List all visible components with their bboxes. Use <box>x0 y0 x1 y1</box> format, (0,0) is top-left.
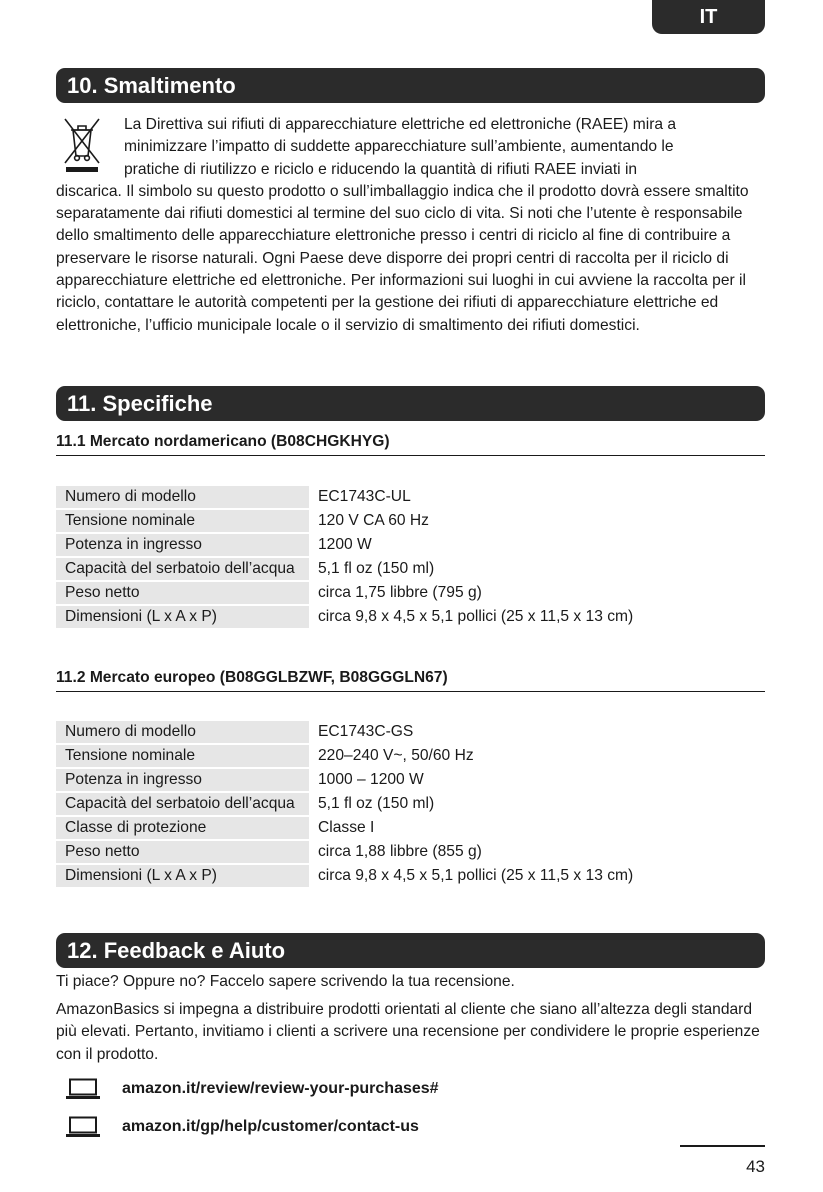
spec-value: 5,1 fl oz (150 ml) <box>318 795 435 812</box>
spec-key: Potenza in ingresso <box>56 769 309 791</box>
spec-key: Dimensioni (L x A x P) <box>56 606 309 628</box>
spec-value: 5,1 fl oz (150 ml) <box>318 560 435 577</box>
language-tab: IT <box>652 0 765 34</box>
feedback-body: AmazonBasics si impegna a distribuire prodotti orientati al cliente che siano all’altezza degli standard più elevati. Pertanto, invitiamo i clienti a scrivere una recensione per condividere le proprie esperienze con il prodotto. <box>56 1001 760 1063</box>
laptop-icon <box>66 1078 100 1100</box>
spec-value: circa 1,75 libbre (795 g) <box>318 584 482 601</box>
table-row <box>56 534 765 556</box>
table-row <box>56 793 765 815</box>
spec-value: EC1743C-GS <box>318 723 414 740</box>
table-row <box>56 582 765 604</box>
review-link-row[interactable] <box>66 1074 439 1104</box>
spec-value: circa 9,8 x 4,5 x 5,1 pollici (25 x 11,5 x 13 cm) <box>318 867 634 884</box>
spec-key: Dimensioni (L x A x P) <box>56 865 309 887</box>
section-10-body <box>56 114 770 337</box>
body-line-2: minimizzare l’impatto di suddette apparecchiature sull’ambiente, aumentando le <box>124 138 674 156</box>
section-10-title: 10. Smaltimento <box>56 68 765 103</box>
spec-key: Numero di modello <box>56 721 309 743</box>
section-12-title: 12. Feedback e Aiuto <box>56 933 765 968</box>
table-row <box>56 721 765 743</box>
table-row <box>56 486 765 508</box>
contact-link-row[interactable] <box>66 1112 439 1142</box>
spec-key: Peso netto <box>56 582 309 604</box>
spec-value: EC1743C-UL <box>318 488 411 505</box>
body-line-3: pratiche di riutilizzo e riciclo e riducendo la quantità di rifiuti RAEE inviati in <box>124 160 638 178</box>
contact-link[interactable]: amazon.it/gp/help/customer/contact-us <box>122 1118 419 1135</box>
body-rest: discarica. Il simbolo su questo prodotto o sull’imballaggio indica che il prodotto dovrà essere smaltito separatamente dai rifiuti domestici al termine del suo ciclo di vita. Si noti che l’utente è responsabile dello smaltimento delle apparecchiature elettroniche presso i centri di riciclo al fine di contribuire a preservare le risorse naturali. Ogni Paese deve disporre dei propri centri di raccolta per il riciclo di apparecchiature elettriche ed elettroniche. Per informazioni sui luoghi in cui avviene la raccolta per il riciclo, contattare le autorità competenti per la gestione dei rifiuti di apparecchiature elettriche ed elettroniche, l’ufficio municipale locale o il servizio di smaltimento dei rifiuti domestici. <box>56 182 749 334</box>
spec-value: 1200 W <box>318 536 372 553</box>
table-row <box>56 558 765 580</box>
spec-key: Classe di protezione <box>56 817 309 839</box>
table-row <box>56 817 765 839</box>
body-line-1: La Direttiva sui rifiuti di apparecchiature elettriche ed elettroniche (RAEE) mira a <box>124 116 677 133</box>
na-spec-table <box>56 484 765 630</box>
spec-value: 1000 – 1200 W <box>318 771 424 788</box>
spec-key: Peso netto <box>56 841 309 863</box>
link-list <box>66 1074 439 1150</box>
section-11-title: 11. Specifiche <box>56 386 765 421</box>
spec-value: 220–240 V~, 50/60 Hz <box>318 747 474 764</box>
table-row <box>56 606 765 628</box>
table-row <box>56 510 765 532</box>
footer-divider <box>680 1145 765 1147</box>
eu-market-heading: 11.2 Mercato europeo (B08GGLBZWF, B08GGGLN67) <box>56 668 765 692</box>
page-number: 43 <box>746 1157 765 1176</box>
table-row <box>56 745 765 767</box>
feedback-intro: Ti piace? Oppure no? Faccelo sapere scrivendo la tua recensione. <box>56 973 515 990</box>
review-link[interactable]: amazon.it/review/review-your-purchases# <box>122 1080 439 1097</box>
table-row <box>56 841 765 863</box>
spec-value: Classe I <box>318 819 375 836</box>
spec-key: Capacità del serbatoio dell’acqua <box>56 558 309 580</box>
table-row <box>56 769 765 791</box>
na-market-heading: 11.1 Mercato nordamericano (B08CHGKHYG) <box>56 432 765 456</box>
laptop-icon <box>66 1116 100 1138</box>
table-row <box>56 865 765 887</box>
spec-key: Tensione nominale <box>56 745 309 767</box>
spec-value: circa 1,88 libbre (855 g) <box>318 843 482 860</box>
eu-spec-table <box>56 719 765 889</box>
spec-value: circa 9,8 x 4,5 x 5,1 pollici (25 x 11,5 x 13 cm) <box>318 608 634 625</box>
spec-key: Tensione nominale <box>56 510 309 532</box>
spec-key: Numero di modello <box>56 486 309 508</box>
spec-value: 120 V CA 60 Hz <box>318 512 429 529</box>
spec-key: Potenza in ingresso <box>56 534 309 556</box>
spec-key: Capacità del serbatoio dell’acqua <box>56 793 309 815</box>
